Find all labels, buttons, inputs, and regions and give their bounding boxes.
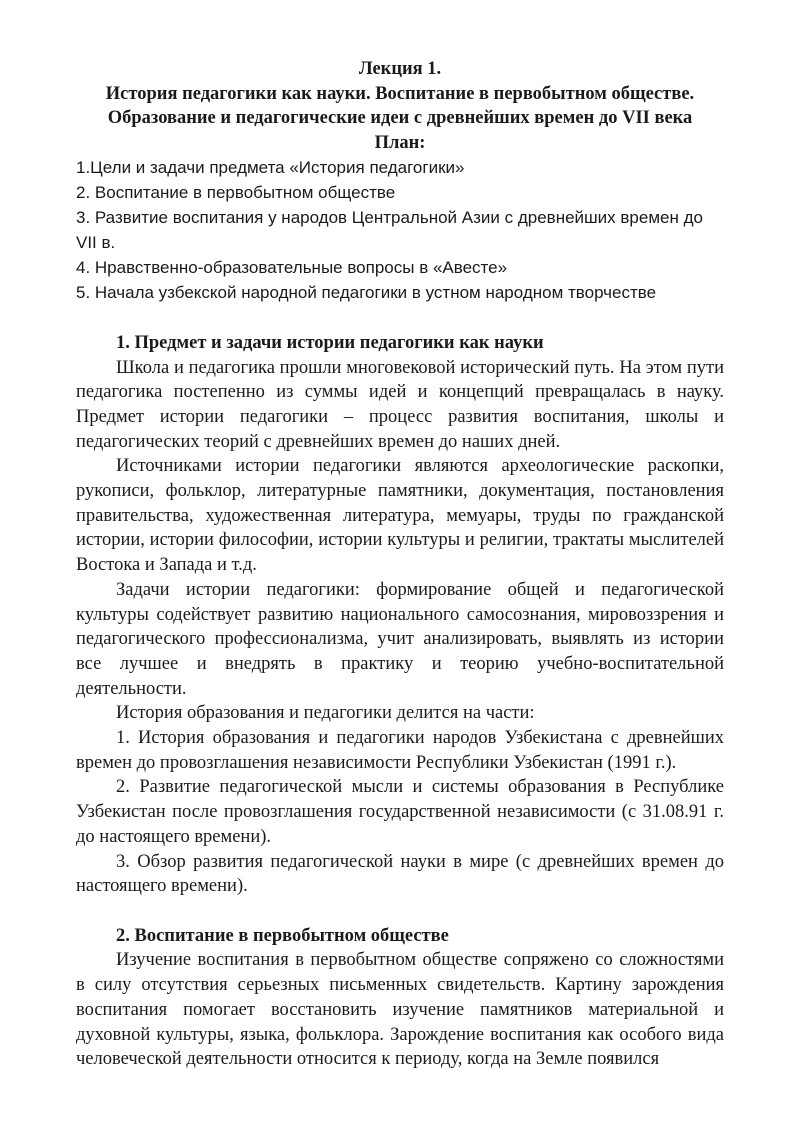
section-1-paragraph-4: История образования и педагогики делится на части:	[116, 703, 535, 724]
plan-item-5: 5. Начала узбекской народной педагогики в устном народном творчестве	[76, 283, 657, 302]
section-1-heading: 1. Предмет и задачи истории педагогики как науки	[116, 333, 544, 353]
section-2-heading: 2. Воспитание в первобытном обществе	[116, 925, 449, 946]
lecture-title-line-2: Образование и педагогические идеи с древнейших времен до VII века	[107, 108, 693, 128]
lecture-number: Лекция 1.	[358, 59, 442, 79]
section-1-paragraph-3: Задачи истории педагогики: формирование общей и педагогической культуры содействует развитию национального самосознания, мировоззрения и педагогического профессионализма, учит анализировать, выявлять из истории все лучшее и внедрять в практику и теорию учебно-воспитательной деятельности.	[76, 579, 724, 699]
plan-item-3: 3. Развитие воспитания у народов Центральной Азии с древнейших времен до VII в.	[76, 208, 703, 252]
section-1-paragraph-6: 2. Развитие педагогической мысли и системы образования в Республике Узбекистан после провозглашения государственной независимости (с 31.08.91 г. до настоящего времени).	[76, 777, 724, 847]
section-1-paragraph-5: 1. История образования и педагогики народов Узбекистана с древнейших времен до провозглашения независимости Республики Узбекистан (1991 г.).	[76, 728, 724, 773]
section-1-paragraph-2: Источниками истории педагогики являются археологические раскопки, рукописи, фольклор, литературные памятники, документация, постановления правительства, художественная литература, мемуары, труды по гражданской истории, истории философии, истории культуры и религии, трактаты мыслителей Востока и Запада и т.д.	[76, 456, 724, 576]
plan-label: План:	[374, 132, 426, 153]
plan-list	[76, 155, 724, 305]
section-2-paragraph-1: Изучение воспитания в первобытном обществе сопряжено со сложностями в силу отсутствия серьезных письменных свидетельств. Картину зарождения воспитания помогает восстановить изучение памятников материальной и духовной культуры, языка, фольклора. Зарождение воспитания как особого вида человеческой деятельности относится к периоду, когда на Земле появился	[76, 950, 724, 1070]
plan-item-4: 4. Нравственно-образовательные вопросы в «Авесте»	[76, 258, 508, 277]
section-1-paragraph-7: 3. Обзор развития педагогической науки в мире (с древнейших времен до настоящего времени).	[76, 851, 724, 897]
plan-item-1: 1.Цели и задачи предмета «История педагогики»	[76, 158, 465, 177]
document-page	[76, 0, 724, 1072]
lecture-title-line-1: История педагогики как науки. Воспитание в первобытном обществе.	[105, 83, 695, 104]
plan-item-2: 2. Воспитание в первобытном обществе	[76, 183, 396, 202]
section-1-paragraph-1: Школа и педагогика прошли многовековой исторический путь. На этом пути педагогика постепенно из суммы идей и концепций превращалась в науку. Предмет истории педагогики – процесс развития воспитания, школы и педагогических теорий с древнейших времен до наших дней.	[76, 357, 724, 452]
